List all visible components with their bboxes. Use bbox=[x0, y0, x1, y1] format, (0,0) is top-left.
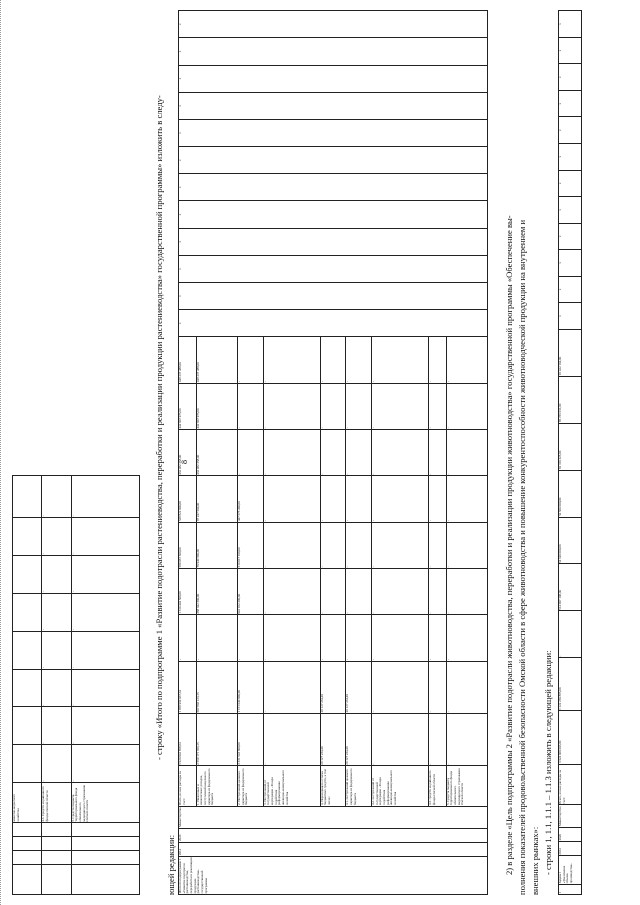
amount-cell: - bbox=[371, 661, 428, 713]
amount-cell: 447 575 400,00 bbox=[238, 476, 264, 522]
table-cell bbox=[42, 837, 71, 851]
amount-cell: - bbox=[320, 430, 346, 476]
amount-cell: 432 482 358,00 bbox=[179, 430, 197, 476]
funding-source: 2. Поступлений целевого характера из федерального бюджета bbox=[238, 766, 264, 806]
amount-cell: - bbox=[346, 522, 372, 568]
amount-cell: - bbox=[371, 383, 428, 429]
bottom-cell-name: Задача 1 «Увеличение объема производства» bbox=[559, 856, 582, 885]
amount-cell: - bbox=[320, 522, 346, 568]
amount-cell: 538 822 900,00 bbox=[179, 476, 197, 522]
table-cell: - bbox=[42, 669, 71, 707]
x-mark-cell: x bbox=[179, 11, 488, 38]
x-mark-cell: x bbox=[179, 92, 488, 119]
x-mark-cell: x bbox=[559, 11, 582, 38]
x-mark-cell: x bbox=[559, 37, 582, 64]
x-mark-cell: x bbox=[559, 64, 582, 91]
amount-cell: - bbox=[263, 476, 320, 522]
amount-cell: - bbox=[263, 522, 320, 568]
amount-cell: - bbox=[346, 383, 372, 429]
paragraph-2-line-1: 2) в разделе «Цель подпрограммы 2 «Развитие подотрасли животноводства, переработки и реализации продукции животноводства» государственной программы «Обеспечение вы- bbox=[504, 215, 514, 875]
x-mark-cell: x bbox=[179, 147, 488, 174]
page-number: 8 bbox=[180, 460, 189, 464]
x-mark-cell: x bbox=[559, 90, 582, 117]
bottom-cell-num: 1 bbox=[559, 884, 582, 894]
amount-cell: - bbox=[371, 713, 428, 765]
amount-cell: - bbox=[263, 430, 320, 476]
amount-cell: 1 151 040 900,00 bbox=[238, 661, 264, 713]
amount-cell: - bbox=[371, 476, 428, 522]
x-mark-cell: x bbox=[179, 65, 488, 92]
amount-cell: - bbox=[263, 337, 320, 383]
amount-cell: - bbox=[446, 615, 487, 661]
amount-cell: - bbox=[263, 383, 320, 429]
amount-cell: - bbox=[428, 337, 446, 383]
table-cell: - bbox=[42, 476, 71, 518]
amount-cell: - bbox=[263, 615, 320, 661]
amount-cell: - bbox=[346, 430, 372, 476]
amount-cell: - bbox=[196, 615, 237, 661]
table-cell: - bbox=[42, 593, 71, 631]
x-mark-cell: x bbox=[559, 197, 582, 224]
x-mark-cell: x bbox=[179, 283, 488, 310]
amount-cell: - bbox=[371, 615, 428, 661]
table-cell: животно-водческого хозяйства bbox=[13, 783, 42, 823]
amount-cell: 589 957 600,00 bbox=[179, 522, 197, 568]
amount-cell: - bbox=[371, 568, 428, 614]
amount-cell: - bbox=[263, 661, 320, 713]
amount-cell: 432 482 358,00 bbox=[196, 430, 237, 476]
bottom-cell-year-to: 2020 bbox=[559, 827, 582, 841]
funding-source: 1. Налоговых и неналоговых доходов, поступлений нецелевого характера из федерального бюджета bbox=[196, 766, 237, 806]
table-cell bbox=[13, 707, 42, 745]
amount-cell: - bbox=[238, 337, 264, 383]
x-mark-cell: x bbox=[179, 228, 488, 255]
x-mark-cell: x bbox=[559, 250, 582, 277]
funding-source: 5. Средств бюджета территориального фонда обязательного медицинского страхования Омской области bbox=[446, 766, 487, 806]
table-cell: - bbox=[71, 518, 139, 556]
paragraph-2-line-3: внешних рынках»: bbox=[530, 826, 540, 895]
table-cell bbox=[13, 851, 42, 865]
amount-cell: - bbox=[446, 383, 487, 429]
main-table bbox=[178, 10, 488, 895]
x-mark-cell: x bbox=[559, 170, 582, 197]
table-cell bbox=[71, 851, 139, 865]
amount-cell: - bbox=[346, 568, 372, 614]
amount-cell: - bbox=[238, 430, 264, 476]
amount-cell: 97 247 500,00 bbox=[196, 476, 237, 522]
table-cell: 4.3. Средств из районного фонда Омской области bbox=[42, 783, 71, 823]
bottom-cell-y2014: 1 122 266 885,00 bbox=[559, 658, 582, 711]
table-cell: - bbox=[42, 555, 71, 593]
bottom-cell-y2017: 54 620 000,00 bbox=[559, 517, 582, 564]
amount-cell: - bbox=[446, 522, 487, 568]
amount-cell: 442 907 975,00 bbox=[179, 383, 197, 429]
table-cell bbox=[13, 837, 42, 851]
funding-source: 4. Переходящего остатка бюджетных средств, в том числе: bbox=[320, 766, 346, 806]
row-label: Итого по подпрограмме 1 «Развитие подотрасли растениеводства, переработки и реализации продукции растениеводства» государственной программы bbox=[179, 856, 488, 894]
bottom-cell-y2020: 86 736 631,00 bbox=[559, 376, 582, 423]
x-mark-cell: x bbox=[179, 201, 488, 228]
x-mark-cell: x bbox=[559, 223, 582, 250]
bottom-cell-y2018: 54 500 000,00 bbox=[559, 470, 582, 517]
funding-source: Всего, из них расходы за счет: bbox=[179, 766, 197, 806]
table-row bbox=[179, 11, 197, 895]
top-divider bbox=[0, 0, 5, 905]
table-cell: - bbox=[71, 745, 139, 783]
amount-cell: 5 920 942 858,64 bbox=[179, 713, 197, 765]
amount-cell: - bbox=[446, 476, 487, 522]
amount-cell: 20 127 234,49 bbox=[346, 713, 372, 765]
paragraph-2-line-2: полнения показателей продовольственной безопасности Омской области в сфере животноводства и повышение конкурентоспособности животноводческой продукции на внутреннем и bbox=[517, 219, 527, 895]
amount-cell: 448 237 488,00 bbox=[196, 337, 237, 383]
instruction-2: - строки 1, 1.1, 1.1.1 – 1.1.3 изложить в следующей редакции: bbox=[543, 650, 553, 875]
amount-cell: 20 127 234,49 bbox=[346, 661, 372, 713]
amount-cell: 1 310 444 500,00 bbox=[179, 568, 197, 614]
bottom-table bbox=[558, 10, 582, 895]
amount-cell: - bbox=[320, 383, 346, 429]
amount-cell: - bbox=[446, 430, 487, 476]
table-row bbox=[71, 476, 139, 895]
amount-cell: 368 342 300,00 bbox=[196, 568, 237, 614]
table-cell bbox=[13, 518, 42, 556]
amount-cell: - bbox=[371, 430, 428, 476]
amount-cell: 442 907 975,00 bbox=[196, 383, 237, 429]
funding-source: 3. Поступлений от государственной корпорации - Фонда содействия реформированию жилищно-коммунального хозяйства bbox=[263, 766, 320, 806]
table-cell bbox=[13, 476, 42, 518]
bottom-cell-y2016: 514 097 108,00 bbox=[559, 564, 582, 611]
x-mark-cell: x bbox=[179, 38, 488, 65]
table-cell: - bbox=[42, 518, 71, 556]
x-mark-cell: x bbox=[559, 276, 582, 303]
bottom-cell-y2019: 82 310 325,00 bbox=[559, 423, 582, 470]
amount-cell: 3 331 643 600,00 bbox=[238, 713, 264, 765]
amount-cell: - bbox=[238, 615, 264, 661]
top-fragment-table bbox=[12, 475, 140, 895]
amount-cell: 20 127 234,49 bbox=[320, 713, 346, 765]
instruction-1: - строку «Итого по подпрограмме 1 «Развитие подотрасли растениеводства, переработки и реализации продукции растениеводства» государственной программы» изложить в следу- bbox=[154, 95, 164, 760]
x-mark-cell: x bbox=[179, 174, 488, 201]
bottom-cell-y2015: - bbox=[559, 611, 582, 658]
amount-cell: - bbox=[320, 476, 346, 522]
table-cell: - bbox=[71, 631, 139, 669]
x-mark-cell: x bbox=[179, 119, 488, 146]
year-from: 2014 bbox=[179, 842, 488, 856]
amount-cell: - bbox=[346, 615, 372, 661]
table-cell bbox=[13, 865, 42, 895]
amount-cell: - bbox=[428, 568, 446, 614]
amount-cell: 942 102 200,00 bbox=[238, 568, 264, 614]
x-mark-cell: x bbox=[179, 310, 488, 337]
amount-cell: - bbox=[428, 713, 446, 765]
table-cell bbox=[42, 823, 71, 837]
amount-cell: - bbox=[346, 476, 372, 522]
amount-cell: - bbox=[428, 476, 446, 522]
table-row bbox=[42, 476, 71, 895]
table-cell: - bbox=[42, 707, 71, 745]
amount-cell: - bbox=[263, 568, 320, 614]
amount-cell: - bbox=[446, 661, 487, 713]
table-cell bbox=[13, 631, 42, 669]
table-cell bbox=[13, 669, 42, 707]
amount-cell: - bbox=[238, 383, 264, 429]
amount-cell: - bbox=[263, 713, 320, 765]
instruction-1-continued: ющей редакции: bbox=[166, 834, 176, 895]
table-cell bbox=[13, 555, 42, 593]
table-cell bbox=[71, 823, 139, 837]
table-cell: - bbox=[71, 555, 139, 593]
amount-cell: - bbox=[446, 713, 487, 765]
bottom-cell-year-from: 2014 bbox=[559, 841, 582, 855]
table-cell bbox=[13, 745, 42, 783]
x-mark-cell: x bbox=[559, 117, 582, 144]
amount-cell: 2 569 171 356,15 bbox=[196, 713, 237, 765]
amount-cell: 79 940 500,00 bbox=[196, 522, 237, 568]
table-cell bbox=[13, 593, 42, 631]
funding-source: 4.2. поступлений от государственной корпорации - Фонда содействия реформированию жилищно-коммунального хозяйства bbox=[371, 766, 428, 806]
amount-cell: - bbox=[320, 615, 346, 661]
amount-cell: - bbox=[346, 337, 372, 383]
amount-cell: - bbox=[320, 568, 346, 614]
amount-cell: 510 017 100,00 bbox=[238, 522, 264, 568]
table-cell: - bbox=[42, 745, 71, 783]
bottom-cell-y2021: 91 422 104,00 bbox=[559, 329, 582, 376]
bottom-cell-total: 3 624 009 003,00 bbox=[559, 711, 582, 764]
bottom-cell-executor: Министерство bbox=[559, 805, 582, 827]
amount-cell: 1 858 969 937,64 bbox=[179, 661, 197, 713]
table-cell: - bbox=[71, 707, 139, 745]
table-cell bbox=[42, 865, 71, 895]
table-cell: 5. Средств бюджета территориального фонда обязательного медицинского страхования Омской области bbox=[71, 783, 139, 823]
amount-cell: - bbox=[371, 522, 428, 568]
x-mark-cell: x bbox=[179, 255, 488, 282]
executor: Министерство bbox=[179, 806, 488, 828]
table-cell: - bbox=[71, 593, 139, 631]
amount-cell: 697 803 123,15 bbox=[196, 661, 237, 713]
table-cell bbox=[71, 837, 139, 851]
amount-cell: - bbox=[428, 661, 446, 713]
bottom-cell-source: Всего, из них расходы за счет: bbox=[559, 764, 582, 805]
table-cell: - bbox=[71, 476, 139, 518]
amount-cell: - bbox=[371, 337, 428, 383]
amount-cell: - bbox=[428, 430, 446, 476]
table-cell bbox=[42, 851, 71, 865]
table-row bbox=[13, 476, 42, 895]
table-cell bbox=[13, 823, 42, 837]
amount-cell: 448 237 488,00 bbox=[179, 337, 197, 383]
amount-cell: - bbox=[179, 615, 197, 661]
table-cell: - bbox=[71, 669, 139, 707]
table-row bbox=[559, 11, 582, 895]
funding-source: 4.1. поступлений целевого характера из федерального бюджета bbox=[346, 766, 372, 806]
amount-cell: - bbox=[428, 522, 446, 568]
x-mark-cell: x bbox=[559, 143, 582, 170]
funding-source: 4.3. средств из районного фонда Омской области bbox=[428, 766, 446, 806]
table-cell bbox=[71, 865, 139, 895]
amount-cell: - bbox=[320, 337, 346, 383]
year-to: 2020 bbox=[179, 828, 488, 842]
table-cell: - bbox=[42, 631, 71, 669]
amount-cell: - bbox=[446, 337, 487, 383]
x-mark-cell: x bbox=[559, 303, 582, 330]
amount-cell: - bbox=[428, 383, 446, 429]
amount-cell: - bbox=[446, 568, 487, 614]
amount-cell: - bbox=[428, 615, 446, 661]
amount-cell: 20 127 234,49 bbox=[320, 661, 346, 713]
